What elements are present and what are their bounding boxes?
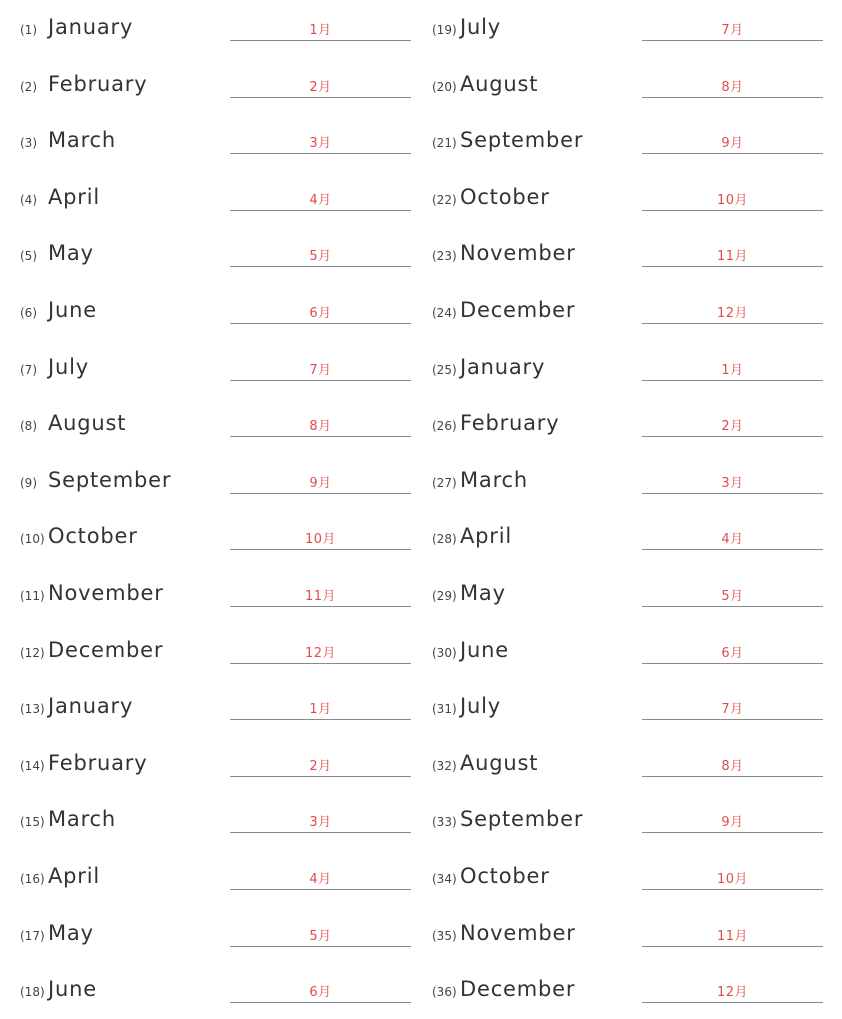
month-word: January (48, 694, 134, 719)
exercise-row (0, 396, 421, 453)
exercise-row (0, 340, 421, 397)
exercise-row (0, 509, 421, 566)
month-word: June (460, 637, 509, 662)
answer-line: 8月 (642, 757, 823, 777)
answer-line: 1月 (230, 21, 411, 41)
month-word: November (48, 581, 164, 605)
exercise-row (412, 962, 833, 1019)
item-number: (1) (20, 23, 37, 37)
item-number: (3) (20, 136, 37, 151)
month-word: October (460, 864, 550, 888)
answer-line: 1月 (230, 700, 411, 720)
answer-line: 6月 (230, 304, 411, 324)
exercise-row (0, 962, 421, 1019)
exercise-row (0, 453, 421, 510)
month-word: October (48, 524, 138, 549)
exercise-row (0, 792, 421, 849)
month-word: May (48, 920, 94, 945)
answer-line: 7月 (230, 361, 411, 381)
month-word: July (48, 354, 89, 379)
month-word: March (460, 467, 529, 492)
item-number: (34) (432, 872, 457, 886)
answer-line: 3月 (230, 134, 411, 154)
item-number: (4) (20, 192, 37, 207)
exercise-row (412, 849, 833, 906)
month-word: February (48, 71, 148, 96)
answer-line: 4月 (230, 191, 411, 211)
month-word: February (460, 411, 560, 436)
month-word: January (460, 354, 546, 379)
exercise-row (0, 566, 421, 623)
answer-line: 2月 (642, 417, 823, 437)
month-word: August (460, 71, 539, 96)
item-number: (20) (432, 79, 457, 94)
exercise-row (0, 679, 421, 736)
exercise-row (412, 453, 833, 510)
exercise-row (0, 226, 421, 283)
item-number: (25) (432, 362, 457, 377)
exercise-row (0, 736, 421, 793)
exercise-row (412, 736, 833, 793)
month-word: March (48, 807, 117, 832)
exercise-row (412, 57, 833, 114)
month-word: September (460, 807, 584, 832)
exercise-row (412, 170, 833, 227)
item-number: (21) (432, 136, 457, 151)
answer-line: 9月 (642, 813, 823, 833)
item-number: (35) (432, 928, 457, 943)
month-word: September (460, 128, 584, 153)
exercise-row (0, 57, 421, 114)
item-number: (28) (432, 532, 457, 547)
exercise-row (0, 170, 421, 227)
item-number: (18) (20, 985, 45, 1000)
item-number: (36) (432, 985, 457, 1000)
answer-line: 5月 (230, 927, 411, 947)
exercise-row (412, 679, 833, 736)
month-word: April (460, 524, 512, 549)
exercise-row (412, 623, 833, 680)
item-number: (5) (20, 249, 37, 264)
month-word: November (460, 241, 576, 266)
item-number: (2) (20, 79, 37, 94)
item-number: (9) (20, 475, 37, 490)
right-column (412, 0, 833, 1019)
answer-line: 10月 (230, 530, 411, 550)
answer-line: 11月 (230, 587, 411, 607)
month-word: May (460, 581, 506, 605)
answer-line: 12月 (230, 644, 411, 664)
answer-line: 6月 (230, 983, 411, 1003)
item-number: (19) (432, 23, 457, 37)
exercise-row (0, 113, 421, 170)
answer-line: 10月 (642, 191, 823, 211)
exercise-row (412, 283, 833, 340)
month-word: February (48, 750, 148, 775)
answer-line: 3月 (642, 474, 823, 494)
answer-line: 5月 (230, 247, 411, 267)
answer-line: 9月 (642, 134, 823, 154)
exercise-row (412, 566, 833, 623)
answer-line: 5月 (642, 587, 823, 607)
month-word: June (48, 977, 97, 1002)
exercise-row (412, 340, 833, 397)
exercise-row (412, 509, 833, 566)
answer-line: 2月 (230, 757, 411, 777)
exercise-row (0, 283, 421, 340)
item-number: (12) (20, 645, 45, 660)
item-number: (32) (432, 758, 457, 773)
month-word: August (48, 411, 127, 436)
answer-line: 9月 (230, 474, 411, 494)
month-word: December (460, 298, 576, 322)
month-word: April (48, 864, 100, 888)
item-number: (11) (20, 589, 45, 603)
answer-line: 8月 (642, 78, 823, 98)
answer-line: 3月 (230, 813, 411, 833)
item-number: (26) (432, 419, 457, 434)
month-word: October (460, 184, 550, 209)
item-number: (8) (20, 419, 37, 434)
answer-line: 11月 (642, 247, 823, 267)
answer-line: 10月 (642, 870, 823, 890)
item-number: (29) (432, 589, 457, 603)
item-number: (16) (20, 872, 45, 886)
item-number: (22) (432, 192, 457, 207)
month-word: December (460, 977, 576, 1002)
month-word: April (48, 184, 100, 209)
item-number: (31) (432, 702, 457, 717)
exercise-row (412, 226, 833, 283)
exercise-row (0, 0, 421, 57)
exercise-row (0, 906, 421, 963)
item-number: (17) (20, 928, 45, 943)
exercise-row (0, 849, 421, 906)
item-number: (27) (432, 475, 457, 490)
answer-line: 2月 (230, 78, 411, 98)
item-number: (15) (20, 815, 45, 830)
answer-line: 12月 (642, 983, 823, 1003)
item-number: (6) (20, 306, 37, 320)
answer-line: 6月 (642, 644, 823, 664)
answer-line: 7月 (642, 21, 823, 41)
answer-line: 8月 (230, 417, 411, 437)
answer-line: 12月 (642, 304, 823, 324)
exercise-row (412, 792, 833, 849)
answer-line: 11月 (642, 927, 823, 947)
item-number: (30) (432, 645, 457, 660)
month-word: September (48, 467, 172, 492)
month-word: July (460, 694, 501, 719)
answer-line: 4月 (642, 530, 823, 550)
item-number: (14) (20, 758, 45, 773)
item-number: (33) (432, 815, 457, 830)
exercise-row (0, 623, 421, 680)
answer-line: 4月 (230, 870, 411, 890)
month-word: January (48, 15, 134, 39)
month-word: November (460, 920, 576, 945)
item-number: (7) (20, 362, 37, 377)
exercise-row (412, 113, 833, 170)
month-word: July (460, 15, 501, 39)
month-word: August (460, 750, 539, 775)
month-word: March (48, 128, 117, 153)
item-number: (13) (20, 702, 45, 717)
exercise-row (412, 906, 833, 963)
item-number: (24) (432, 306, 457, 320)
month-word: December (48, 637, 164, 662)
answer-line: 7月 (642, 700, 823, 720)
exercise-row (412, 0, 833, 57)
item-number: (23) (432, 249, 457, 264)
answer-line: 1月 (642, 361, 823, 381)
month-word: June (48, 298, 97, 322)
month-word: May (48, 241, 94, 266)
item-number: (10) (20, 532, 45, 547)
exercise-row (412, 396, 833, 453)
